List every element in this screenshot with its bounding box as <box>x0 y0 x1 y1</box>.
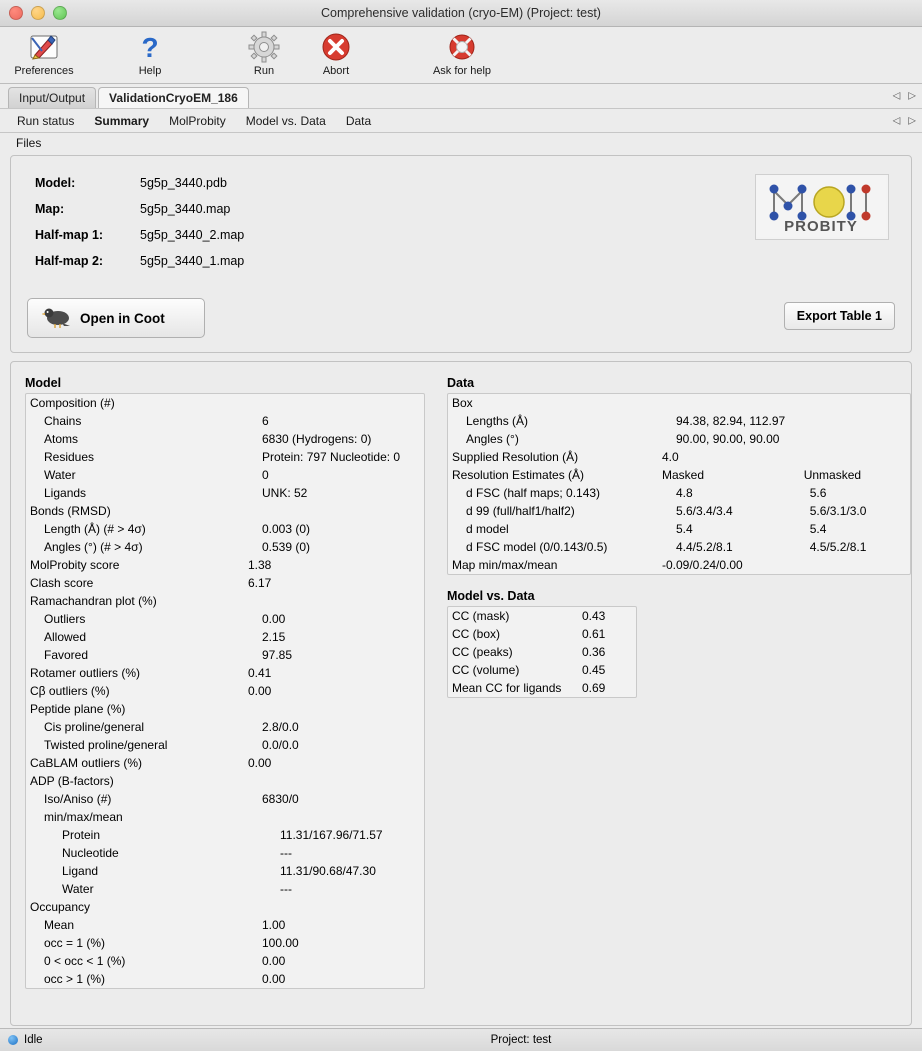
table-row <box>26 628 424 646</box>
row-value: 0.00 <box>262 972 286 986</box>
row-label: CC (mask) <box>452 609 510 623</box>
table-row <box>26 610 424 628</box>
row-value: 0.36 <box>582 645 606 659</box>
table-row <box>26 466 424 484</box>
row-label: Occupancy <box>30 900 91 914</box>
table-row <box>448 484 910 502</box>
row-label: Atoms <box>44 432 79 446</box>
svg-text:?: ? <box>141 32 159 63</box>
row-value: 0.539 (0) <box>262 540 311 554</box>
row-value-masked: 90.00, 90.00, 90.00 <box>676 432 780 446</box>
table-row <box>26 592 424 610</box>
row-value: 0.61 <box>582 627 606 641</box>
row-label: Twisted proline/general <box>44 738 168 752</box>
open-in-coot-label: Open in Coot <box>80 310 165 326</box>
preferences-icon <box>27 30 61 64</box>
table-row <box>26 862 424 880</box>
table-row <box>26 934 424 952</box>
help-icon <box>133 30 167 64</box>
abort-icon <box>319 30 353 64</box>
row-label: CaBLAM outliers (%) <box>30 756 143 770</box>
title-bar <box>0 0 922 27</box>
model-section-title: Model <box>25 376 62 390</box>
table-row <box>26 574 424 592</box>
sub-tab-scroll-arrows[interactable] <box>893 115 916 126</box>
tab-scroll-right-icon[interactable]: ▷ <box>908 90 916 102</box>
table-row <box>448 502 910 520</box>
main-toolbar <box>0 27 922 84</box>
preferences-label: Preferences <box>14 65 74 77</box>
file-row-half-map-2 <box>35 254 911 280</box>
row-label: Ramachandran plot (%) <box>30 594 157 608</box>
row-label: Outliers <box>44 612 86 626</box>
model-table <box>25 393 425 989</box>
row-label: Peptide plane (%) <box>30 702 126 716</box>
row-value: 0.43 <box>582 609 606 623</box>
half-map-1-label: Half-map 1: <box>35 228 104 242</box>
table-row <box>26 970 424 988</box>
row-label: Residues <box>44 450 95 464</box>
window-controls[interactable] <box>0 6 67 20</box>
subtab-summary[interactable]: Summary <box>94 113 150 128</box>
row-value: 0.00 <box>262 954 286 968</box>
subtab-scroll-left-icon[interactable]: ◁ <box>892 115 901 126</box>
table-row <box>26 718 424 736</box>
table-row <box>26 520 424 538</box>
row-value: 2.15 <box>262 630 286 644</box>
row-value: 2.8/0.0 <box>262 720 299 734</box>
subtab-molprobity[interactable]: MolProbity <box>169 113 226 128</box>
data-section-title: Data <box>447 376 475 390</box>
status-text: Idle <box>24 1034 43 1046</box>
table-row <box>26 412 424 430</box>
table-row <box>448 412 910 430</box>
subtab-scroll-right-icon[interactable]: ▷ <box>908 115 916 126</box>
half-map-2-value: 5g5p_3440_1.map <box>140 254 245 268</box>
export-table-button[interactable] <box>784 302 895 330</box>
data-column <box>435 370 911 1025</box>
row-value: --- <box>280 846 292 860</box>
row-label: Ligand <box>62 864 99 878</box>
tab-validation-cryoem[interactable]: ValidationCryoEM_186 <box>98 87 249 108</box>
table-row <box>448 661 636 679</box>
row-value: 0.00 <box>248 756 272 770</box>
table-row <box>448 679 636 697</box>
table-row <box>448 394 910 412</box>
row-value-masked: 5.6/3.4/3.4 <box>676 504 733 518</box>
run-gear-icon <box>247 30 281 64</box>
row-label: Ligands <box>44 486 87 500</box>
table-row <box>448 448 910 466</box>
row-label: ADP (B-factors) <box>30 774 114 788</box>
row-label: Bonds (RMSD) <box>30 504 111 518</box>
content-area <box>0 153 922 1028</box>
table-row <box>448 430 910 448</box>
row-value: 1.00 <box>262 918 286 932</box>
row-value-masked: 4.4/5.2/8.1 <box>676 540 733 554</box>
row-label: CC (peaks) <box>452 645 513 659</box>
export-table-label: Export Table 1 <box>796 309 882 323</box>
subtab-data[interactable]: Data <box>345 113 372 128</box>
row-label: Allowed <box>44 630 87 644</box>
table-row <box>448 625 636 643</box>
row-value: 0.69 <box>582 681 606 695</box>
table-row <box>26 880 424 898</box>
lifebuoy-icon <box>445 30 479 64</box>
row-value: 100.00 <box>262 936 299 950</box>
row-value-masked: 4.0 <box>662 450 679 464</box>
row-label: Nucleotide <box>62 846 119 860</box>
row-label: Mean CC for ligands <box>452 681 562 695</box>
row-value: UNK: 52 <box>262 486 308 500</box>
table-row <box>26 916 424 934</box>
row-value: 0.00 <box>262 612 286 626</box>
model-vs-data-section-title: Model vs. Data <box>447 589 535 603</box>
molprobity-logo <box>755 174 889 240</box>
files-panel <box>10 155 912 353</box>
row-label: Resolution Estimates (Å) <box>452 468 585 482</box>
model-column <box>11 370 435 1025</box>
row-label: Favored <box>44 648 89 662</box>
tab-scroll-left-icon[interactable]: ◁ <box>892 90 901 102</box>
table-row <box>26 826 424 844</box>
minimize-window-button[interactable] <box>31 6 45 20</box>
table-row <box>448 520 910 538</box>
subtab-model-vs-data[interactable]: Model vs. Data <box>245 113 326 128</box>
row-label: Composition (#) <box>30 396 115 410</box>
map-label: Map: <box>35 202 65 216</box>
main-tab-bar <box>0 84 922 109</box>
table-row <box>448 556 910 574</box>
row-label: Water <box>44 468 76 482</box>
svg-text:PROBITY: PROBITY <box>784 218 858 235</box>
row-label: Chains <box>44 414 82 428</box>
row-value: 0.00 <box>248 684 272 698</box>
model-label: Model: <box>35 176 76 190</box>
open-in-coot-button[interactable] <box>27 298 205 338</box>
table-row <box>26 772 424 790</box>
table-row <box>448 643 636 661</box>
row-value: 11.31/167.96/71.57 <box>280 828 383 842</box>
row-label: Protein <box>62 828 101 842</box>
row-value-unmasked: 5.6/3.1/3.0 <box>809 504 867 518</box>
status-bar <box>0 1028 922 1051</box>
row-label: Supplied Resolution (Å) <box>452 450 579 464</box>
row-label: d FSC model (0/0.143/0.5) <box>466 540 608 554</box>
row-value: 1.38 <box>248 558 272 572</box>
main-tab-scroll-arrows[interactable] <box>893 91 916 102</box>
row-value-masked: 4.8 <box>676 486 693 500</box>
run-button[interactable] <box>228 27 300 77</box>
row-label: occ = 1 (%) <box>44 936 106 950</box>
row-label: Cis proline/general <box>44 720 145 734</box>
row-label: Map min/max/mean <box>452 558 558 572</box>
row-label: Angles (°) (# > 4σ) <box>44 540 143 554</box>
ask-for-help-button[interactable] <box>414 27 510 77</box>
row-value: 0.45 <box>582 663 606 677</box>
table-row <box>26 430 424 448</box>
table-row <box>448 538 910 556</box>
row-label: 0 < occ < 1 (%) <box>44 954 126 968</box>
row-label: CC (box) <box>452 627 501 641</box>
row-label: Angles (°) <box>466 432 519 446</box>
row-label: Cβ outliers (%) <box>30 684 110 698</box>
row-value: 6 <box>262 414 269 428</box>
row-value: --- <box>280 882 292 896</box>
run-label: Run <box>253 65 275 77</box>
coot-bird-icon <box>42 305 72 332</box>
zoom-window-button[interactable] <box>53 6 67 20</box>
table-row <box>26 700 424 718</box>
table-row <box>26 556 424 574</box>
model-value: 5g5p_3440.pdb <box>140 176 227 190</box>
row-value: 0 <box>262 468 269 482</box>
row-value: 97.85 <box>262 648 293 662</box>
map-value: 5g5p_3440.map <box>140 202 231 216</box>
help-label: Help <box>138 65 162 77</box>
row-label: Clash score <box>30 576 94 590</box>
table-row <box>26 808 424 826</box>
row-label: MolProbity score <box>30 558 120 572</box>
row-label: Length (Å) (# > 4σ) <box>44 522 146 536</box>
ask-for-help-label: Ask for help <box>432 65 492 77</box>
row-label: occ > 1 (%) <box>44 972 106 986</box>
table-row <box>26 502 424 520</box>
table-row <box>448 607 636 625</box>
row-label: d 99 (full/half1/half2) <box>466 504 575 518</box>
row-value-masked: 5.4 <box>676 522 693 536</box>
row-label: Water <box>62 882 94 896</box>
table-row <box>26 754 424 772</box>
row-value-unmasked: 5.6 <box>809 486 827 500</box>
row-label: min/max/mean <box>44 810 123 824</box>
table-row <box>448 466 910 484</box>
table-row <box>26 898 424 916</box>
abort-label: Abort <box>322 65 350 77</box>
row-value: 0.0/0.0 <box>262 738 299 752</box>
table-row <box>26 952 424 970</box>
row-label: d FSC (half maps; 0.143) <box>466 486 601 500</box>
subtab-run-status[interactable]: Run status <box>17 113 75 128</box>
row-value: 6830 (Hydrogens: 0) <box>262 432 372 446</box>
sub-tab-bar <box>0 109 922 133</box>
window-title: Comprehensive validation (cryo-EM) (Project: test) <box>321 6 601 20</box>
row-value: 6.17 <box>248 576 272 590</box>
data-table <box>447 393 911 575</box>
tab-input-output[interactable]: Input/Output <box>8 87 96 108</box>
statistics-panel <box>10 361 912 1026</box>
half-map-1-value: 5g5p_3440_2.map <box>140 228 245 242</box>
help-button[interactable] <box>114 27 186 77</box>
row-label: CC (volume) <box>452 663 520 677</box>
row-value: 0.41 <box>248 666 272 680</box>
row-value-unmasked: 4.5/5.2/8.1 <box>809 540 867 554</box>
menu-bar <box>0 133 922 153</box>
table-row <box>26 790 424 808</box>
row-label: d model <box>466 522 509 536</box>
menu-files[interactable]: Files <box>16 136 42 150</box>
model-vs-data-table <box>447 606 637 698</box>
close-window-button[interactable] <box>9 6 23 20</box>
table-row <box>26 448 424 466</box>
column-header-unmasked: Unmasked <box>803 468 862 482</box>
status-project: Project: test <box>490 1034 552 1046</box>
abort-button[interactable] <box>300 27 372 77</box>
half-map-2-label: Half-map 2: <box>35 254 104 268</box>
row-value: Protein: 797 Nucleotide: 0 <box>262 450 401 464</box>
table-row <box>26 664 424 682</box>
table-row <box>26 736 424 754</box>
table-row <box>26 538 424 556</box>
row-label: Mean <box>44 918 75 932</box>
preferences-button[interactable] <box>8 27 80 77</box>
row-value-masked: 94.38, 82.94, 112.97 <box>676 414 786 428</box>
table-row <box>26 394 424 412</box>
table-row <box>26 484 424 502</box>
table-row <box>26 646 424 664</box>
row-value-masked: -0.09/0.24/0.00 <box>662 558 743 572</box>
row-label: Lengths (Å) <box>466 414 529 428</box>
row-value: 0.003 (0) <box>262 522 311 536</box>
column-header-masked: Masked <box>662 468 705 482</box>
table-row <box>26 844 424 862</box>
row-label: Rotamer outliers (%) <box>30 666 141 680</box>
row-value: 11.31/90.68/47.30 <box>280 864 376 878</box>
row-label: Iso/Aniso (#) <box>44 792 112 806</box>
row-label: Box <box>452 396 473 410</box>
row-value-unmasked: 5.4 <box>809 522 827 536</box>
table-row <box>26 682 424 700</box>
row-value: 6830/0 <box>262 792 299 806</box>
